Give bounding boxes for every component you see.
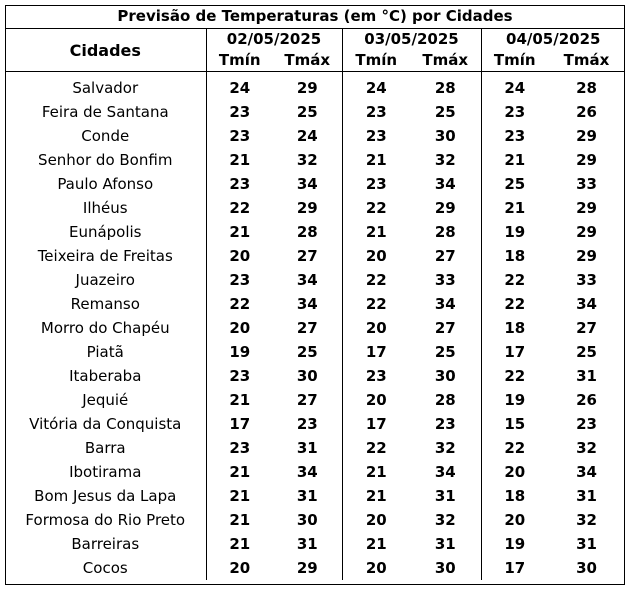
tmax-value: 28 (296, 223, 318, 241)
tmax-value: 32 (434, 151, 456, 169)
tmin-value: 18 (481, 484, 548, 508)
tmin-value: 23 (206, 364, 273, 388)
tmin-value: 20 (342, 556, 410, 580)
tmax-value: 33 (576, 175, 597, 193)
tmax-value: 29 (576, 151, 597, 169)
tmax-value: 34 (576, 463, 597, 481)
tmax-value: 34 (434, 175, 456, 193)
tmin-value: 17 (481, 340, 548, 364)
tmax-value: 26 (576, 103, 597, 121)
tmin-value: 20 (481, 508, 548, 532)
tmax-value: 30 (296, 511, 318, 529)
table-row (5, 364, 625, 388)
tmax-value: 24 (296, 127, 318, 145)
tmin-header: Tmín (481, 49, 548, 72)
tmax-value: 34 (296, 271, 318, 289)
tmax-value: 34 (434, 295, 456, 313)
tmax-value: 25 (296, 343, 318, 361)
tmin-value: 20 (206, 556, 273, 580)
tmin-value: 21 (342, 220, 410, 244)
tmax-value: 29 (576, 127, 597, 145)
tmin-value: 18 (481, 316, 548, 340)
table-row (5, 340, 625, 364)
tmax-value: 30 (576, 559, 597, 577)
tmax-value: 32 (296, 151, 318, 169)
tmax-value: 31 (576, 367, 597, 385)
tmin-value: 19 (481, 532, 548, 556)
table-row (5, 196, 625, 220)
tmin-value: 22 (206, 292, 273, 316)
tmin-value: 19 (481, 388, 548, 412)
tmin-value: 21 (206, 460, 273, 484)
city-name: Bom Jesus da Lapa (34, 487, 177, 505)
tmin-value: 21 (206, 484, 273, 508)
city-name: Senhor do Bonfim (38, 151, 173, 169)
table-row (5, 316, 625, 340)
city-name: Cocos (82, 559, 128, 577)
city-name: Paulo Afonso (57, 175, 154, 193)
tmin-value: 17 (342, 340, 410, 364)
tmax-value: 31 (434, 487, 456, 505)
city-name: Itaberaba (69, 367, 142, 385)
table-row (5, 292, 625, 316)
tmax-value: 28 (434, 223, 456, 241)
city-name: Feira de Santana (41, 103, 169, 121)
city-name: Morro do Chapéu (40, 319, 170, 337)
tmax-value: 29 (434, 199, 456, 217)
table-row (5, 556, 625, 580)
tmin-value: 24 (481, 72, 548, 101)
tmax-value: 27 (296, 391, 318, 409)
city-name: Formosa do Rio Preto (25, 511, 186, 529)
tmax-value: 23 (296, 415, 318, 433)
table-row (5, 124, 625, 148)
tmin-value: 22 (342, 268, 410, 292)
tmax-value: 29 (576, 247, 597, 265)
tmin-value: 19 (481, 220, 548, 244)
tmin-value: 22 (481, 436, 548, 460)
tmin-value: 23 (206, 268, 273, 292)
city-name: Vitória da Conquista (29, 415, 182, 433)
tmin-value: 23 (342, 364, 410, 388)
temperature-table (5, 5, 625, 580)
tmin-value: 21 (342, 484, 410, 508)
city-name: Piatã (86, 343, 124, 361)
tmin-value: 25 (481, 172, 548, 196)
tmin-value: 21 (206, 388, 273, 412)
tmin-value: 24 (206, 72, 273, 101)
tmax-value: 29 (576, 223, 597, 241)
tmax-value: 31 (434, 535, 456, 553)
tmin-value: 21 (342, 532, 410, 556)
table-row (5, 436, 625, 460)
city-name: Remanso (70, 295, 140, 313)
tmax-value: 29 (296, 199, 318, 217)
tmax-value: 33 (576, 271, 597, 289)
tmin-value: 23 (342, 100, 410, 124)
tmin-value: 20 (342, 508, 410, 532)
tmax-value: 25 (296, 103, 318, 121)
tmin-value: 21 (481, 196, 548, 220)
tmax-value: 27 (434, 247, 456, 265)
tmax-header: Tmáx (273, 49, 342, 72)
city-name: Ibotirama (69, 463, 142, 481)
tmin-value: 22 (342, 292, 410, 316)
tmax-value: 33 (434, 271, 456, 289)
tmax-value: 28 (434, 391, 456, 409)
cities-column-header: Cidades (5, 29, 206, 72)
tmin-value: 20 (206, 316, 273, 340)
tmin-value: 22 (342, 196, 410, 220)
table-row (5, 508, 625, 532)
tmax-value: 34 (576, 295, 597, 313)
tmax-value: 31 (576, 487, 597, 505)
city-name: Juazeiro (75, 271, 135, 289)
tmin-header: Tmín (342, 49, 410, 72)
table-row (5, 388, 625, 412)
table-row (5, 460, 625, 484)
tmax-value: 32 (576, 439, 597, 457)
city-name: Jequié (82, 391, 129, 409)
tmax-value: 26 (576, 391, 597, 409)
tmax-value: 28 (576, 79, 597, 97)
tmin-value: 17 (342, 412, 410, 436)
tmin-value: 22 (481, 268, 548, 292)
tmax-value: 29 (296, 559, 318, 577)
tmax-value: 27 (296, 319, 318, 337)
city-name: Barra (84, 439, 126, 457)
tmin-value: 21 (206, 508, 273, 532)
tmin-value: 21 (342, 460, 410, 484)
tmin-value: 23 (206, 436, 273, 460)
tmax-value: 31 (296, 439, 318, 457)
tmin-value: 23 (206, 124, 273, 148)
tmin-value: 18 (481, 244, 548, 268)
tmax-value: 27 (434, 319, 456, 337)
tmax-value: 23 (434, 415, 456, 433)
table-row (5, 268, 625, 292)
table-body (5, 72, 625, 581)
tmin-value: 22 (206, 196, 273, 220)
tmax-value: 27 (296, 247, 318, 265)
city-name: Conde (81, 127, 130, 145)
tmin-value: 15 (481, 412, 548, 436)
tmax-value: 32 (434, 511, 456, 529)
table-title: Previsão de Temperaturas (em °C) por Cidades (5, 5, 625, 29)
table-row (5, 532, 625, 556)
date-header-3: 04/05/2025 (481, 29, 625, 50)
city-name: Eunápolis (68, 223, 142, 241)
tmax-value: 30 (434, 559, 456, 577)
tmin-value: 23 (342, 172, 410, 196)
tmax-value: 31 (296, 535, 318, 553)
tmin-value: 23 (206, 100, 273, 124)
tmax-value: 30 (434, 367, 456, 385)
tmin-value: 20 (481, 460, 548, 484)
date-header-2: 03/05/2025 (342, 29, 481, 50)
tmax-value: 30 (296, 367, 318, 385)
city-name: Barreiras (71, 535, 140, 553)
tmax-value: 25 (434, 343, 456, 361)
city-name: Teixeira de Freitas (37, 247, 173, 265)
tmax-value: 25 (434, 103, 456, 121)
table-row (5, 72, 625, 101)
tmin-value: 24 (342, 72, 410, 101)
tmin-value: 17 (481, 556, 548, 580)
tmin-header: Tmín (206, 49, 273, 72)
tmin-value: 23 (206, 172, 273, 196)
table-row (5, 148, 625, 172)
tmin-value: 23 (481, 100, 548, 124)
tmin-value: 21 (206, 532, 273, 556)
tmax-value: 28 (434, 79, 456, 97)
tmax-value: 34 (296, 463, 318, 481)
tmin-value: 17 (206, 412, 273, 436)
tmax-value: 29 (576, 199, 597, 217)
tmin-value: 22 (481, 292, 548, 316)
tmax-value: 32 (576, 511, 597, 529)
table-row (5, 220, 625, 244)
tmin-value: 20 (342, 244, 410, 268)
tmin-value: 23 (481, 124, 548, 148)
tmin-value: 20 (206, 244, 273, 268)
tmin-value: 22 (342, 436, 410, 460)
table-row (5, 412, 625, 436)
tmin-value: 19 (206, 340, 273, 364)
tmax-value: 31 (576, 535, 597, 553)
tmax-value: 31 (296, 487, 318, 505)
tmin-value: 21 (481, 148, 548, 172)
city-name: Salvador (72, 79, 139, 97)
table-row (5, 172, 625, 196)
tmax-value: 30 (434, 127, 456, 145)
city-name: Ilhéus (82, 199, 128, 217)
tmin-value: 20 (342, 388, 410, 412)
tmax-value: 27 (576, 319, 597, 337)
table-row (5, 100, 625, 124)
tmax-value: 34 (434, 463, 456, 481)
tmin-value: 21 (206, 220, 273, 244)
tmax-value: 32 (434, 439, 456, 457)
tmin-value: 22 (481, 364, 548, 388)
table-row (5, 244, 625, 268)
tmin-value: 21 (206, 148, 273, 172)
tmax-value: 34 (296, 295, 318, 313)
tmax-header: Tmáx (548, 49, 625, 72)
tmin-value: 21 (342, 148, 410, 172)
table-row (5, 484, 625, 508)
tmin-value: 20 (342, 316, 410, 340)
tmax-value: 29 (296, 79, 318, 97)
tmax-value: 25 (576, 343, 597, 361)
tmax-value: 23 (576, 415, 597, 433)
tmax-header: Tmáx (410, 49, 481, 72)
date-header-1: 02/05/2025 (206, 29, 342, 50)
tmax-value: 34 (296, 175, 318, 193)
tmin-value: 23 (342, 124, 410, 148)
